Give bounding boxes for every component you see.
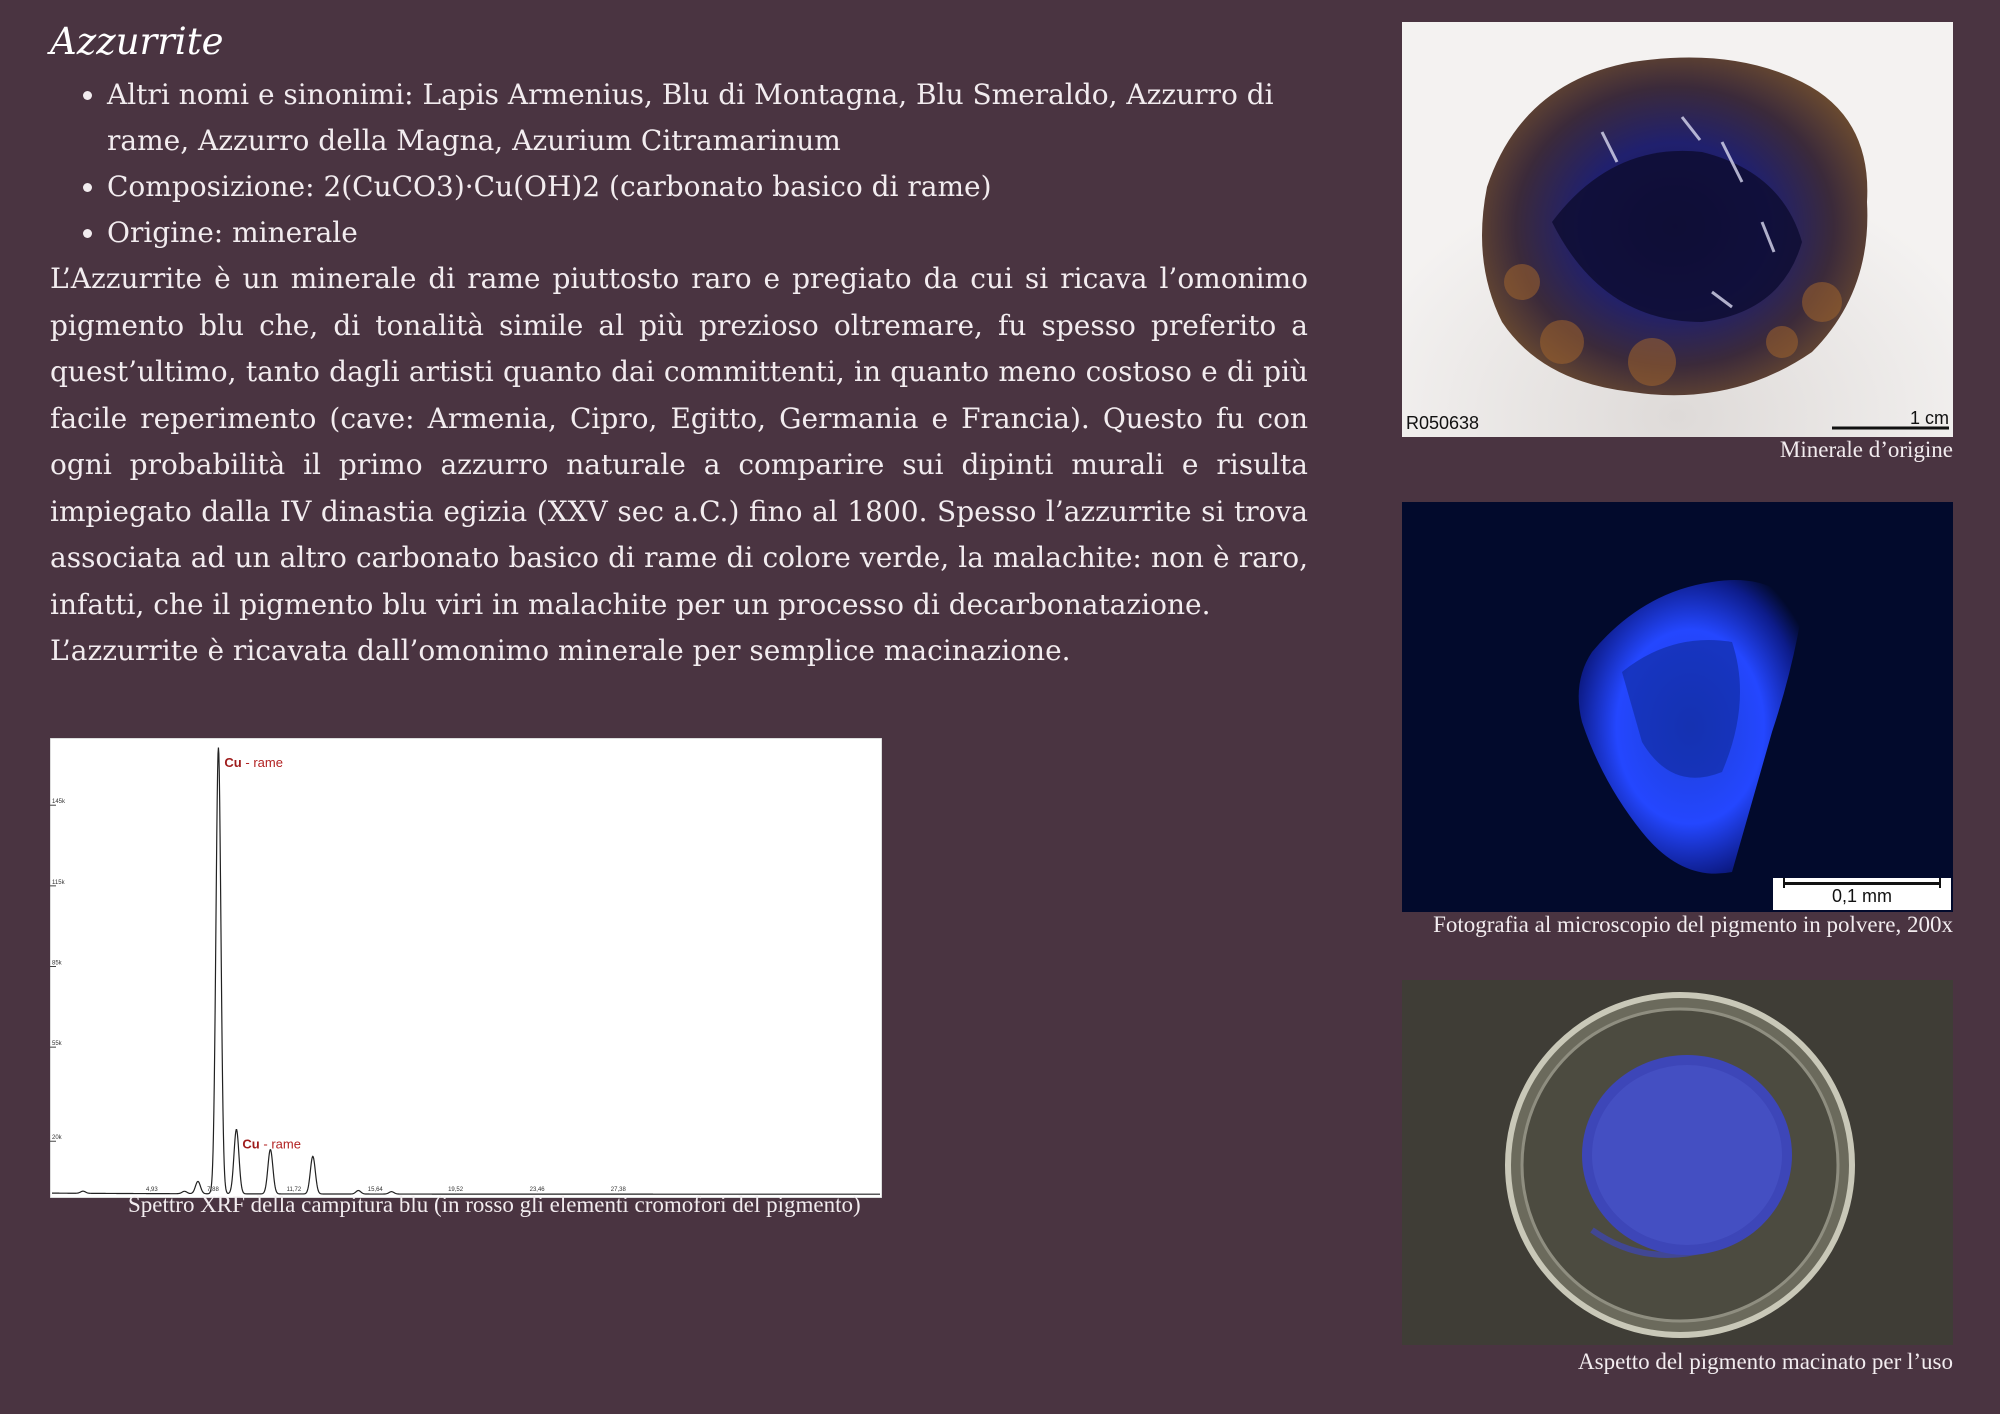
mineral-photo <box>1402 22 1953 437</box>
x-tick-label: 27,38 <box>610 1187 626 1193</box>
y-tick-label: 55k <box>52 1041 62 1048</box>
xrf-figure <box>50 738 882 1218</box>
list-item: • Altri nomi e sinonimi: Lapis Armenius, Blu di Montagna, Blu Smeraldo, Azzurro di rame, Azzurro della Magna, Azurium Citramarinum <box>107 72 1308 164</box>
dish-figure <box>1402 980 1953 1375</box>
sample-id: R050638 <box>1406 413 1480 433</box>
dish-image <box>1402 980 1953 1345</box>
x-tick-label: 23,46 <box>529 1187 545 1193</box>
y-tick-label: 145k <box>52 799 66 806</box>
list-item: • Origine: minerale <box>107 210 1308 256</box>
peak-label <box>242 1136 301 1151</box>
y-tick-label: 115k <box>52 879 65 886</box>
mineral-figure <box>1402 22 1953 463</box>
dish-caption: Aspetto del pigmento macinato per l’uso <box>1578 1349 1953 1374</box>
properties-list <box>50 72 1308 256</box>
microscope-photo <box>1402 502 1953 912</box>
peak-label <box>224 755 283 770</box>
scale-box <box>1773 878 1951 910</box>
text-column <box>50 18 1308 675</box>
y-tick-label: 85k <box>52 960 62 967</box>
mineral-caption: Minerale d’origine <box>1779 437 1953 462</box>
mineral-image <box>1402 22 1953 437</box>
x-tick-label: 7,88 <box>207 1187 219 1193</box>
list-item: • Composizione: 2(CuCO3)·Cu(OH)2 (carbonato basico di rame) <box>107 164 1308 210</box>
microscope-image <box>1402 502 1953 912</box>
xrf-caption: Spettro XRF della campitura blu (in rosso gli elementi cromofori del pigmento) <box>128 1192 861 1217</box>
microscope-figure <box>1402 502 1953 938</box>
scale-label: 0,1 mm <box>1831 886 1892 906</box>
xrf-svg <box>50 738 882 1198</box>
x-tick-label: 19,52 <box>448 1187 464 1193</box>
peak-element-name: - rame <box>241 754 283 770</box>
page-title: Azzurrite <box>50 20 224 63</box>
scale-label: 1 cm <box>1909 408 1949 428</box>
peak-element-name: - rame <box>259 1136 301 1152</box>
plot-background <box>50 738 882 1198</box>
dish-photo <box>1402 980 1953 1345</box>
x-tick-label: 11,72 <box>286 1187 302 1193</box>
description-paragraph: L’Azzurrite è un minerale di rame piuttosto raro e pregiato da cui si ricava l’omonimo pigmento blu che, di tonalità simile al più prezioso oltremare, fu spesso preferito a quest’ultimo, tanto dagli artisti quanto dai committenti, in quanto meno costoso e di più facile reperimento (cave: Armenia, Cipro, Egitto, Germania e Francia). Questo fu con ogni probabilità il primo azzurro naturale a comparire sui dipinti murali e risulta impiegato dalla IV dinastia egizia (XXV sec a.C.) fino al 1800. Spesso l’azzurrite si trova associata ad un altro carbonato basico di rame di colore verde, la malachite: non è raro, infatti, che il pigmento blu viri in malachite per un processo di decarbonatazione. <box>50 262 1308 621</box>
microscope-caption: Fotografia al microscopio del pigmento in polvere, 200x <box>1433 912 1953 937</box>
x-tick-label: 4,93 <box>146 1187 158 1193</box>
y-tick-label: 20k <box>52 1135 62 1142</box>
peak-element: Cu <box>224 754 242 770</box>
peak-element: Cu <box>242 1136 260 1152</box>
xrf-chart <box>50 738 882 1198</box>
note-paragraph: L’azzurrite è ricavata dall’omonimo minerale per semplice macinazione. <box>50 634 1071 667</box>
x-tick-label: 15,64 <box>367 1187 383 1193</box>
